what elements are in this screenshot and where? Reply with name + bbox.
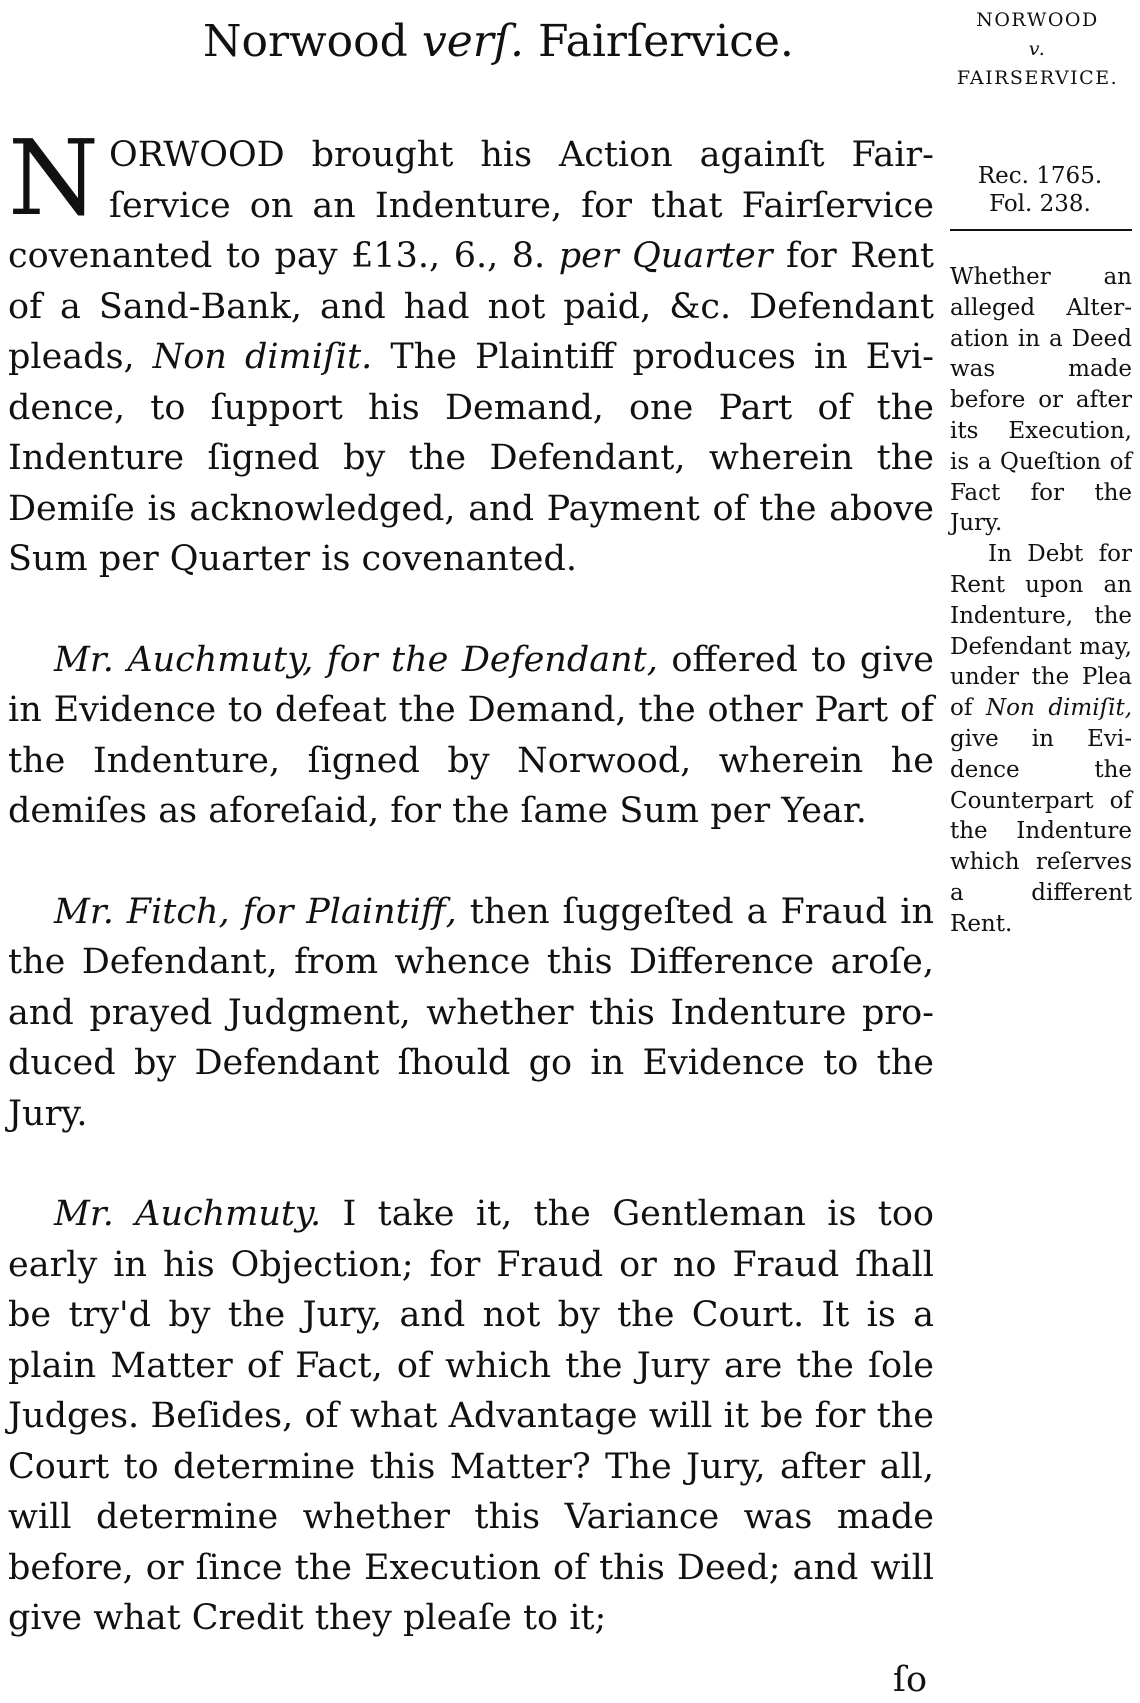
margin-record: Rec. 1765. [977, 163, 1103, 189]
title-defendant: Fairſervice. [538, 16, 794, 67]
paragraph-2 [8, 635, 934, 837]
side-heading-plaintiff: NORWOOD [976, 9, 1099, 31]
paragraph-1 [8, 117, 934, 585]
margin-note-2-lead: In Debt for Rent upon an Indenture, the Defendant may, under the Plea of [950, 541, 1132, 722]
paragraph-1-text-c: The Plaintiff produces in Evidence, to ſupport his Demand, one Part of the Indenture ſigned by the Defendant, wherein the Demiſe is acknowledged, and Payment of the above Sum per Quarter is covenanted. [8, 337, 934, 579]
paragraph-1-text-b: for Rent of a Sand-Bank, and had not paid, &c. Defendant pleads, [8, 236, 934, 377]
title-versus: verſ. [421, 16, 525, 67]
paragraph-3-text: then ſuggeſted a Fraud in the Defendant, from whence this Difference aroſe, and prayed Judgment, whether this Indenture produced by Defendant ſhould go in Evidence to the Jury. [8, 891, 934, 1134]
margin-note-1: Whether an alleged Alteration in a Deed was made before or after its Execution, is a Queſtion of Fact for the Jury. [950, 264, 1132, 537]
paragraph-4 [8, 1189, 934, 1644]
paragraph-4-text: I take it, the Gentleman is too early in his Objection; for Fraud or no Fraud ſhall be try'd by the Jury, and not by the Court. It is a plain Matter of Fact, of which the Jury are the ſole Judges. Beſides, of what Advantage will it be for the Court to determine this Matter? The Jury, after all, will determine whether this Variance was made before, or ſince the Execution of this Deed; and will give what Credit they pleaſe to it; [8, 1194, 934, 1638]
margin-divider [950, 229, 1132, 231]
catchword: ſo [893, 1660, 928, 1700]
margin-reference [950, 162, 1130, 218]
margin-note-2-rest: give in Evidence the Counterpart of the Indenture which reſerves a different Rent. [950, 725, 1132, 937]
side-heading [945, 6, 1130, 93]
paragraph-1-plea: Non dimiſit. [152, 337, 373, 377]
paragraph-2-speaker: Mr. Auchmuty, for the Defendant, [54, 639, 658, 680]
drop-cap: N [8, 117, 99, 239]
title-plaintiff: Norwood [203, 16, 408, 67]
paragraph-1-caps: ORWOOD [109, 135, 285, 175]
main-text [8, 117, 934, 1644]
margin-note-2 [950, 539, 1132, 939]
margin-note-2-plea: Non dimiſit, [985, 695, 1133, 722]
paragraph-1-per-quarter: per Quarter [558, 236, 773, 276]
paragraph-2-text: offered to give in Evidence to defeat the Demand, the other Part of the Indenture, ſigned by Norwood, wherein he demiſes as aforeſaid, for the ſame Sum per Year. [8, 639, 934, 831]
paragraph-4-speaker: Mr. Auchmuty. [54, 1194, 322, 1234]
margin-folio: Fol. 238. [989, 191, 1091, 217]
side-heading-defendant: FAIRSERVICE. [956, 67, 1119, 89]
side-heading-versus: v. [1028, 38, 1047, 60]
running-title [203, 18, 794, 66]
paragraph-1-text-a: brought his Action againſt Fairſervice on an Indenture, for that Fairſervice covenanted to pay £13., 6., 8. [8, 135, 934, 276]
paragraph-3 [8, 887, 934, 1140]
margin-notes [950, 262, 1132, 940]
paragraph-3-speaker: Mr. Fitch, for Plaintiff, [54, 891, 457, 932]
